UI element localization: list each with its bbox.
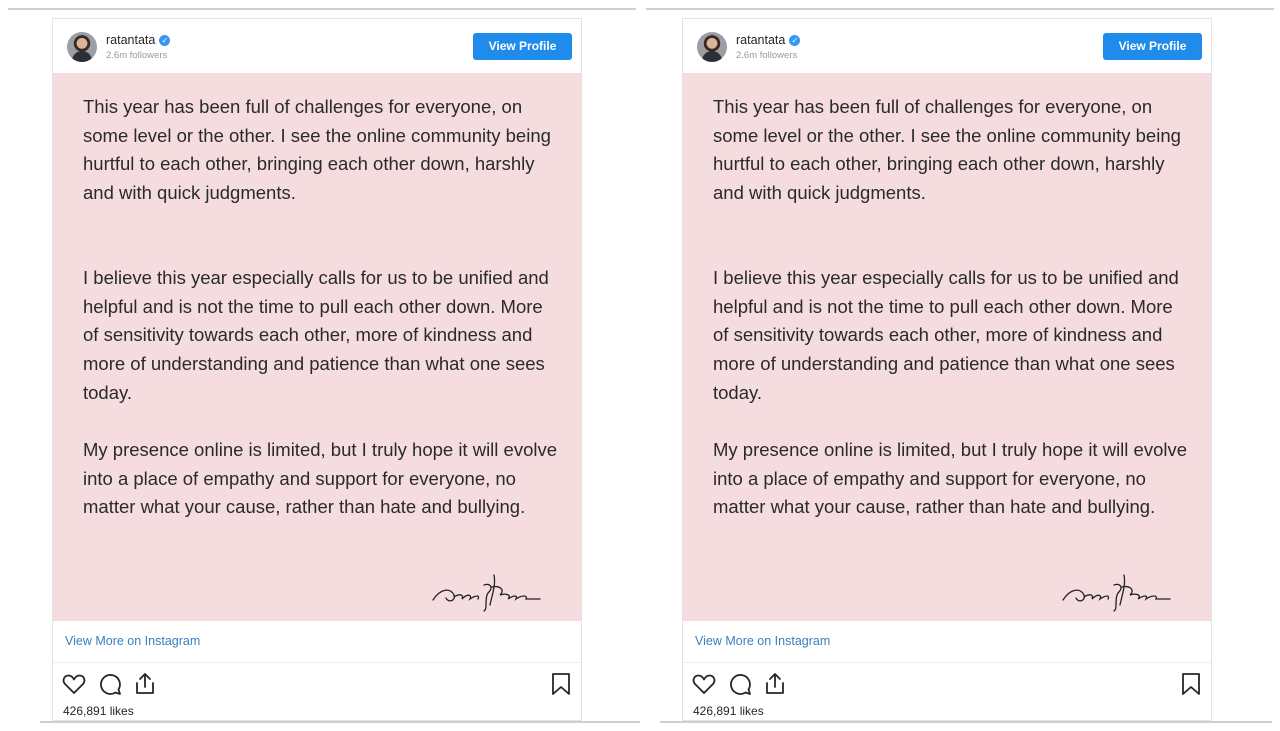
comment-icon[interactable] xyxy=(727,671,753,697)
post-paragraph-1: This year has been full of challenges for everyone, on some level or the other. I see the online community being hurtful to each other, bringing each other down, harshly and with quick judgments. xyxy=(83,96,551,204)
view-profile-button[interactable]: View Profile xyxy=(1103,33,1202,60)
top-divider-left xyxy=(8,8,636,10)
comment-icon[interactable] xyxy=(97,671,123,697)
post-image xyxy=(53,73,581,621)
post-image xyxy=(683,73,1211,621)
post-paragraph-2: I believe this year especially calls for us to be unified and helpful and is not the time to pull each other down. More of sensitivity towards each other, more of kindness and more of understanding and patience than what one sees today. xyxy=(83,267,549,403)
bottom-divider-right xyxy=(660,721,1272,723)
signature-image xyxy=(1058,565,1178,615)
signature-image xyxy=(428,565,548,615)
actions-divider xyxy=(53,662,581,663)
username[interactable] xyxy=(736,33,800,47)
post-paragraph-2: I believe this year especially calls for us to be unified and helpful and is not the time to pull each other down. More of sensitivity towards each other, more of kindness and more of understanding and patience than what one sees today. xyxy=(713,267,1179,403)
username-text: ratantata xyxy=(106,33,156,47)
avatar[interactable] xyxy=(697,32,727,62)
actions-divider xyxy=(683,662,1211,663)
like-count[interactable]: 426,891 likes xyxy=(693,704,764,718)
post-paragraph-1: This year has been full of challenges for everyone, on some level or the other. I see the online community being hurtful to each other, bringing each other down, harshly and with quick judgments. xyxy=(713,96,1181,204)
follower-count: 2.6m followers xyxy=(106,50,168,61)
share-icon[interactable] xyxy=(132,671,158,697)
bookmark-icon[interactable] xyxy=(1178,671,1204,697)
heart-icon[interactable] xyxy=(61,671,87,697)
instagram-embed-right xyxy=(682,18,1212,721)
view-more-link[interactable]: View More on Instagram xyxy=(65,634,201,648)
post-header xyxy=(683,19,1211,73)
bottom-divider-left xyxy=(40,721,640,723)
post-paragraph-3: My presence online is limited, but I truly hope it will evolve into a place of empathy and support for everyone, no matter what your cause, rather than hate and bullying. xyxy=(83,439,558,518)
username-text: ratantata xyxy=(736,33,786,47)
view-more-link[interactable]: View More on Instagram xyxy=(695,634,831,648)
verified-badge-icon: ✓ xyxy=(159,35,170,46)
like-count[interactable]: 426,891 likes xyxy=(63,704,134,718)
verified-badge-icon: ✓ xyxy=(789,35,800,46)
bookmark-icon[interactable] xyxy=(548,671,574,697)
share-icon[interactable] xyxy=(762,671,788,697)
top-divider-right xyxy=(646,8,1274,10)
instagram-embed-left xyxy=(52,18,582,721)
follower-count: 2.6m followers xyxy=(736,50,798,61)
post-paragraph-3: My presence online is limited, but I truly hope it will evolve into a place of empathy and support for everyone, no matter what your cause, rather than hate and bullying. xyxy=(713,439,1188,518)
post-header xyxy=(53,19,581,73)
avatar[interactable] xyxy=(67,32,97,62)
username[interactable] xyxy=(106,33,170,47)
view-profile-button[interactable]: View Profile xyxy=(473,33,572,60)
heart-icon[interactable] xyxy=(691,671,717,697)
